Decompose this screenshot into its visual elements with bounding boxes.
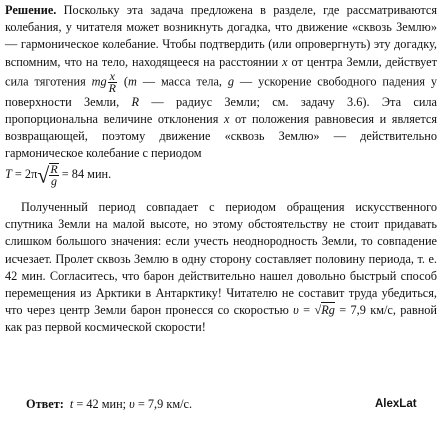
text: — радиус Земли; см. задачу 3.6). Эта сила пропорциональна величине отклонения (5, 94, 437, 127)
text: Поскольку эта задача предложена в разделе, где рассматриваются колебания, у читателя может возникнуть догадка, что движение «сквозь Землю» — гармоническое колебание. Чтобы подтвердить (или опровергнуть) эту догадку, вспомним, что на тело, находящееся на расстоянии (5, 3, 437, 69)
var-m: m (128, 74, 137, 89)
fraction-x-over-R (108, 68, 117, 95)
text: ( (118, 74, 128, 89)
sqrt-R-over-g (37, 163, 58, 187)
text: от центра Земли, действует сила тяготения (5, 54, 437, 89)
var-x: x (282, 54, 288, 69)
var-R: R (131, 94, 140, 109)
period-var-T: T (5, 166, 12, 181)
fraction-numerator: x (108, 71, 117, 83)
text: — масса тела, (136, 74, 228, 89)
sqrt-icon: √ (37, 162, 50, 188)
answer-label: Ответ: (26, 397, 64, 411)
var-t: t (69, 397, 74, 411)
answer-t-value: = 42 мин; (73, 397, 130, 411)
period-eq-lhs: = 2π (11, 166, 38, 181)
solution-paragraph (5, 2, 437, 187)
var-g: g (227, 74, 235, 89)
signature: AlexLat (375, 398, 417, 410)
text: — ускорение свободного падения у поверхности Земли, (5, 74, 438, 109)
answer-v-value: = 7,9 км/с. (134, 397, 193, 411)
text: Полученный период совпадает с периодом обращения искусственного спутника Земли на малой высоте, но этому обстоятельству не стоит придавать слишком большого значения: если учесть неоднородность Земли, то совпадение исчезает. Пролет сквозь Землю в одну сторону составляет половину периода, т. е. 42 мин. Согласитесь, что барон действительно нашел довольно быстрый способ перемещения из Арктики в Антарктику! Читателю не составит труда убедиться, что через центр Земли барон пронесся со скоростью (5, 200, 437, 318)
sqrt-body (49, 163, 58, 187)
text: = 7,9 км/с, равной как раз первой космической скорости! (5, 303, 438, 335)
fraction-denominator: g (51, 173, 58, 188)
fraction-R-over-g (49, 161, 58, 188)
var-x: x (223, 112, 230, 127)
discussion-paragraph: Полученный период совпадает с периодом обращения искусственного спутника Земли на малой высоте, но этому обстоятельству не стоит придавать слишком большого значения: если учесть неоднородность Земли, то совпадение исчезает. Пролет сквозь Землю в одну сторону составляет половину периода, т. е. 42 мин. Согласитесь, что барон действительно нашел довольно быстрый способ перемещения из Арктики в Антарктику! Читателю не составит труда убедиться, что через центр Земли барон пронесся со скоростью υ = √Rg = 7,9 км/с, равной как раз первой космической скорости! (5, 200, 438, 335)
fraction-numerator: R (50, 161, 58, 176)
var-v: υ (129, 397, 135, 411)
var-v: υ (293, 303, 299, 318)
answer-line (26, 396, 192, 413)
solution-label: Решение. (5, 3, 57, 17)
sqrt-Rg: Rg (321, 303, 335, 318)
formula-mg: mg (91, 74, 107, 89)
text: от положения равновесия и является возвращающей, поэтому движение «сквозь Землю» — действительно гармоническое колебание с периодом (5, 112, 437, 161)
fraction-denominator: R (108, 80, 117, 95)
period-result: = 84 мин. (58, 166, 112, 181)
text: = (298, 303, 315, 318)
